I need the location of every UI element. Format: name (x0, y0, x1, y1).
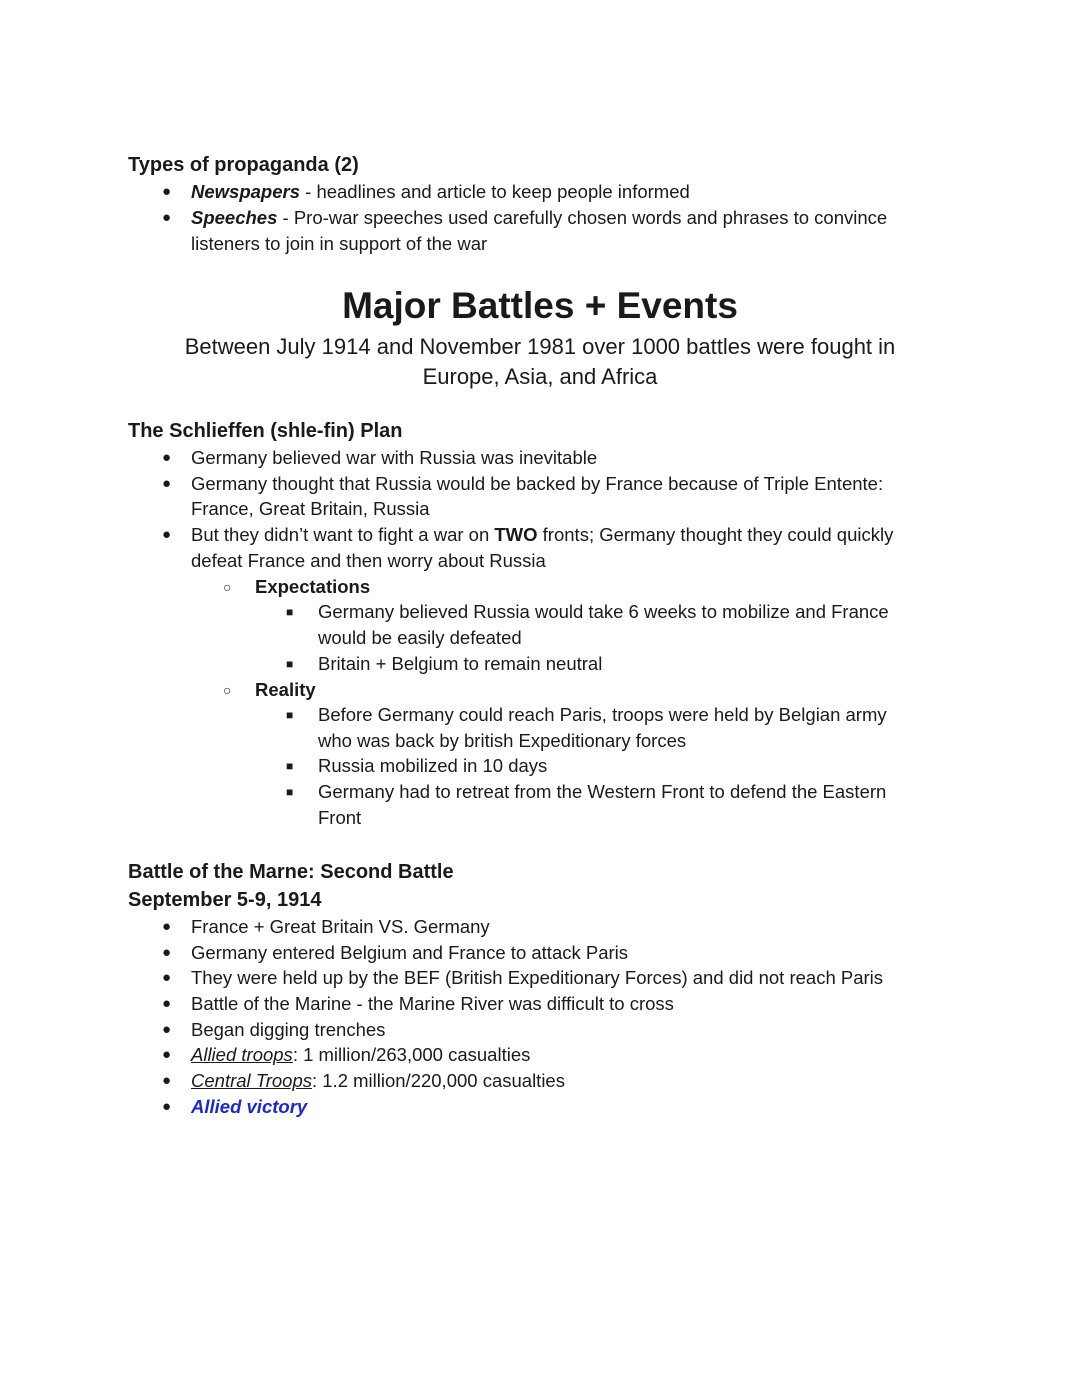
subtitle-line: Between July 1914 and November 1981 over 1000 battles were fought in (184, 334, 896, 359)
bullet-icon: ● (162, 969, 172, 986)
bullet-icon: ● (162, 1072, 172, 1089)
square-bullet-icon: ■ (286, 708, 294, 722)
text-fragment: But they didn’t want to fight a war on (191, 524, 495, 545)
reality-label: Reality (255, 679, 316, 700)
list-item-continuation: would be easily defeated (318, 627, 522, 648)
page-title: Major Battles + Events (342, 285, 738, 326)
allied-troops-label: Allied troops (191, 1044, 293, 1065)
bullet-icon: ● (162, 944, 172, 961)
square-bullet-icon: ■ (286, 759, 294, 773)
bullet-icon: ● (162, 995, 172, 1012)
list-item: Germany had to retreat from the Western Front to defend the Eastern (318, 781, 887, 802)
text-fragment: fronts; Germany thought they could quickly (537, 524, 894, 545)
list-item-continuation: defeat France and then worry about Russia (191, 550, 546, 571)
propaganda-heading: Types of propaganda (2) (128, 154, 359, 176)
propaganda-text: - Pro-war speeches used carefully chosen words and phrases to convince (277, 207, 888, 228)
propaganda-text: - headlines and article to keep people informed (300, 181, 690, 202)
square-bullet-icon: ■ (286, 785, 294, 799)
propaganda-term: Speeches (191, 207, 278, 228)
list-item (191, 206, 887, 230)
list-item: Russia mobilized in 10 days (318, 755, 548, 776)
list-item-continuation: France, Great Britain, Russia (191, 498, 430, 519)
bullet-icon: ● (162, 1098, 172, 1115)
allied-troops-text: : 1 million/263,000 casualties (292, 1044, 531, 1065)
central-troops-text: : 1.2 million/220,000 casualties (311, 1070, 565, 1091)
marne-date-heading: September 5-9, 1914 (128, 889, 322, 911)
list-item: Before Germany could reach Paris, troops were held by Belgian army (318, 704, 887, 725)
list-item: They were held up by the BEF (British Expeditionary Forces) and did not reach Paris (191, 967, 884, 988)
square-bullet-icon: ■ (286, 657, 294, 671)
bullet-icon: ● (162, 526, 172, 543)
circle-bullet-icon: ○ (223, 682, 232, 698)
list-item: Germany believed war with Russia was inevitable (191, 447, 598, 468)
expectations-label: Expectations (255, 576, 371, 597)
circle-bullet-icon: ○ (223, 579, 232, 595)
bullet-icon: ● (162, 449, 172, 466)
schlieffen-heading: The Schlieffen (shle-fin) Plan (128, 420, 403, 442)
propaganda-term: Newspapers (191, 181, 300, 202)
bullet-icon: ● (162, 209, 172, 226)
list-item (191, 1043, 530, 1067)
square-bullet-icon: ■ (286, 605, 294, 619)
list-item (191, 1069, 565, 1093)
list-item: Germany believed Russia would take 6 weeks to mobilize and France (318, 601, 889, 622)
bullet-icon: ● (162, 1021, 172, 1038)
bullet-icon: ● (162, 918, 172, 935)
list-item: Began digging trenches (191, 1019, 386, 1040)
list-item-continuation: who was back by british Expeditionary forces (318, 730, 687, 751)
list-item-continuation: listeners to join in support of the war (191, 233, 488, 254)
list-item (191, 180, 690, 204)
list-item: Germany entered Belgium and France to attack Paris (191, 942, 629, 963)
bullet-icon: ● (162, 475, 172, 492)
subtitle-line: Europe, Asia, and Africa (422, 364, 658, 389)
list-item: Britain + Belgium to remain neutral (318, 653, 603, 674)
central-troops-label: Central Troops (191, 1070, 312, 1091)
bullet-icon: ● (162, 1046, 172, 1063)
list-item-continuation: Front (318, 807, 362, 828)
list-item: Battle of the Marine - the Marine River was difficult to cross (191, 993, 674, 1014)
list-item: Germany thought that Russia would be backed by France because of Triple Entente: (191, 473, 884, 494)
list-item: France + Great Britain VS. Germany (191, 916, 490, 937)
marne-heading: Battle of the Marne: Second Battle (128, 861, 454, 883)
allied-victory-text: Allied victory (191, 1096, 308, 1117)
list-item (191, 523, 893, 547)
emphasis-two: TWO (494, 524, 538, 545)
bullet-icon: ● (162, 183, 172, 200)
